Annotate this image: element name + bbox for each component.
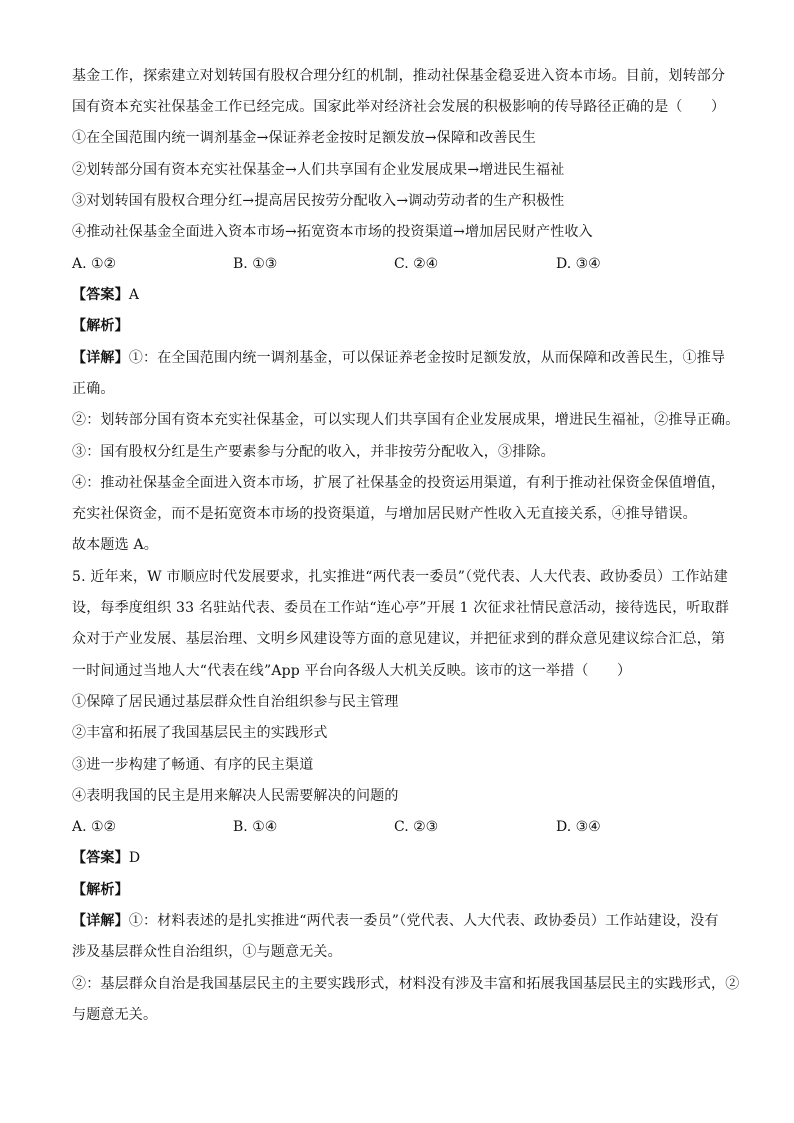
statement-1: ①保障了居民通过基层群众性自治组织参与民主管理 bbox=[72, 694, 399, 710]
question-5-text-line: 设，每季度组织 33 名驻站代表、委员在工作站“连心亭”开展 1 次征求社情民意活动，接待选民，听取群 bbox=[72, 600, 730, 616]
explanation-line: ②：划转部分国有资本充实社保基金，可以实现人们共享国有企业发展成果，增进民生福祉，②推导正确。 bbox=[72, 412, 740, 428]
explanation-line: 与题意无关。 bbox=[72, 1007, 158, 1023]
statement-2: ②划转部分国有资本充实社保基金→人们共享国有企业发展成果→增进民生福祉 bbox=[72, 162, 565, 178]
option-d: D. ③④ bbox=[556, 819, 601, 835]
analysis-tag: 【解析】 bbox=[72, 318, 129, 334]
statement-4: ④推动社保基金全面进入资本市场→拓宽资本市场的投资渠道→增加居民财产性收入 bbox=[72, 224, 593, 240]
explanation-line: 【详解】①：在全国范围内统一调剂基金，可以保证养老金按时足额发放，从而保障和改善民生，①推导 bbox=[72, 350, 726, 366]
answer-tag: 【答案】 bbox=[72, 287, 129, 303]
option-c: C. ②③ bbox=[394, 819, 439, 835]
question-text-line: 国有资本充实社保基金工作已经完成。国家此举对经济社会发展的积极影响的传导路径正确的是（ ） bbox=[72, 99, 726, 115]
statement-3: ③对划转国有股权合理分红→提高居民按劳分配收入→调动劳动者的生产积极性 bbox=[72, 193, 565, 209]
explanation-line: 故本题选 A。 bbox=[72, 537, 158, 553]
detail-tag: 【详解】 bbox=[72, 350, 129, 366]
option-d: D. ③④ bbox=[556, 256, 601, 272]
option-c: C. ②④ bbox=[394, 256, 439, 272]
statement-3: ③进一步构建了畅通、有序的民主渠道 bbox=[72, 757, 314, 773]
answer-value: D bbox=[128, 850, 141, 866]
question-5-text-line: 一时间通过当地人大“代表在线”App 平台向各级人大机关反映。该市的这一举措（ ） bbox=[72, 663, 632, 679]
answer-line bbox=[72, 285, 732, 305]
option-b: B. ①④ bbox=[233, 819, 278, 835]
question-text-line: 基金工作，探索建立对划转国有股权合理分红的机制，推动社保基金稳妥进入资本市场。目前，划转部分 bbox=[72, 68, 726, 84]
statement-4: ④表明我国的民主是用来解决人民需要解决的问题的 bbox=[72, 788, 399, 804]
explanation-line: 正确。 bbox=[72, 381, 115, 397]
explanation-line: ④：推动社保基金全面进入资本市场，扩展了社保基金的投资运用渠道，有利于推动社保资金保值增值， bbox=[72, 475, 726, 491]
question-5-text-line: 5. 近年来，W 市顺应时代发展要求，扎实推进“两代表一委员”（党代表、人大代表、政协委员）工作站建 bbox=[72, 569, 728, 585]
answer-value: A bbox=[128, 287, 140, 303]
answer-line bbox=[72, 848, 732, 868]
explanation-line: 涉及基层群众性自治组织，①与题意无关。 bbox=[72, 944, 342, 960]
explanation-line: 【详解】①：材料表述的是扎实推进“两代表一委员”（党代表、人大代表、政协委员）工作站建设，没有 bbox=[72, 913, 719, 929]
option-b: B. ①③ bbox=[233, 256, 278, 272]
explanation-line: ③：国有股权分红是生产要素参与分配的收入，并非按劳分配收入，③排除。 bbox=[72, 444, 555, 460]
statement-1: ①在全国范围内统一调剂基金→保证养老金按时足额发放→保障和改善民生 bbox=[72, 130, 537, 146]
question-5-text-line: 众对于产业发展、基层治理、文明乡风建设等方面的意见建议，并把征求到的群众意见建议综合汇总，第 bbox=[72, 631, 726, 647]
option-a: A. ①② bbox=[72, 819, 117, 835]
answer-tag: 【答案】 bbox=[72, 850, 129, 866]
statement-2: ②丰富和拓展了我国基层民主的实践形式 bbox=[72, 725, 328, 741]
explanation-line: 充实社保资金，而不是拓宽资本市场的投资渠道，与增加居民财产性收入无直接关系，④推导错误。 bbox=[72, 506, 697, 522]
detail-tag: 【详解】 bbox=[72, 913, 129, 929]
option-a: A. ①② bbox=[72, 256, 117, 272]
analysis-tag: 【解析】 bbox=[72, 882, 129, 898]
explanation-line: ②：基层群众自治是我国基层民主的主要实践形式，材料没有涉及丰富和拓展我国基层民主的实践形式，② bbox=[72, 976, 740, 992]
